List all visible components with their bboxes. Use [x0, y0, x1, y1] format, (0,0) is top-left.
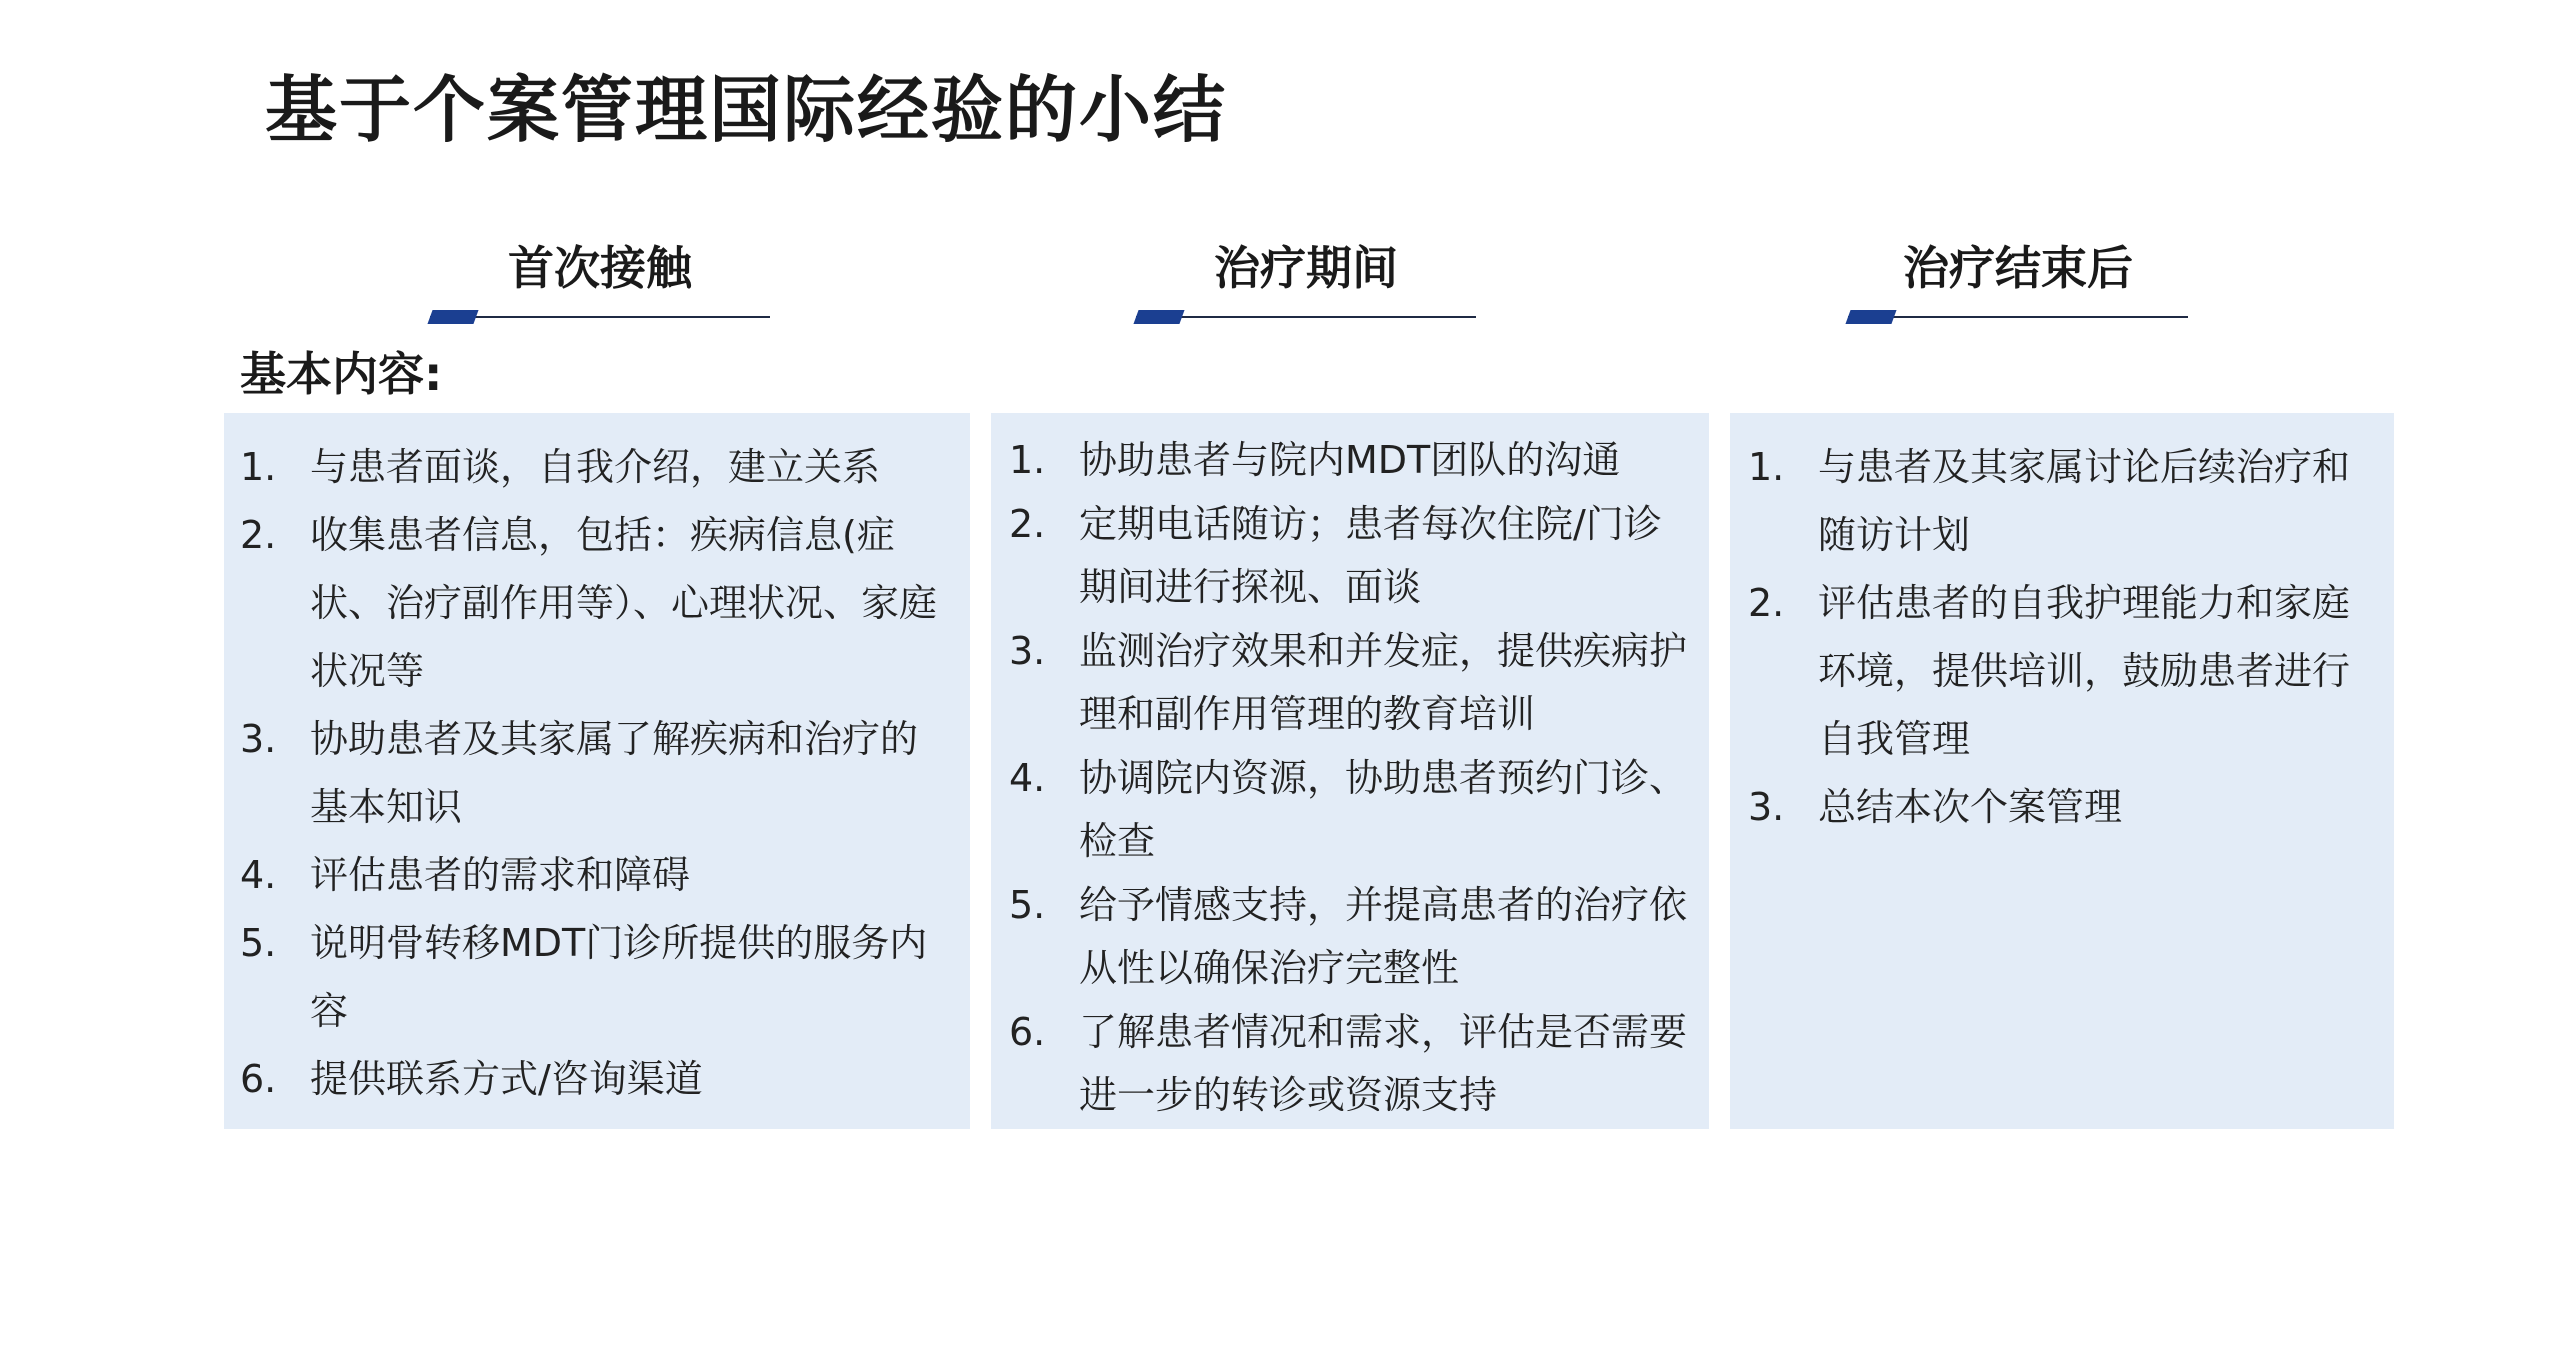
heading-accent-bar — [1133, 310, 1184, 324]
list-item — [240, 909, 950, 1045]
heading-underline — [430, 316, 770, 318]
list-item — [1009, 747, 1689, 874]
list-item-text: 监测治疗效果和并发症，提供疾病护理和副作用管理的教育培训 — [1079, 628, 1688, 736]
list-item — [1748, 433, 2374, 569]
first-contact-list — [240, 433, 950, 1113]
list-item-number: 1. — [1748, 445, 1785, 489]
list-item — [1009, 493, 1689, 620]
column-heading-during-treatment — [1136, 228, 1476, 328]
list-item — [1009, 429, 1689, 493]
list-item-number: 3. — [1009, 628, 1046, 673]
list-item-number: 2. — [240, 513, 277, 557]
page-title: 基于个案管理国际经验的小结 — [265, 68, 1228, 152]
list-item — [240, 705, 950, 841]
list-item-number: 4. — [240, 853, 277, 897]
list-item-text: 总结本次个案管理 — [1818, 785, 2123, 829]
list-item — [240, 1045, 950, 1113]
list-item-text: 与患者及其家属讨论后续治疗和随访计划 — [1818, 445, 2351, 557]
list-item-text: 说明骨转移MDT门诊所提供的服务内容 — [310, 921, 928, 1033]
basic-content-label: 基本内容: — [240, 347, 443, 401]
list-item — [1009, 1001, 1689, 1128]
list-item-number: 2. — [1009, 501, 1046, 546]
during-treatment-list — [1009, 429, 1689, 1128]
list-item-text: 定期电话随访；患者每次住院/门诊期间进行探视、面谈 — [1079, 501, 1662, 609]
column-heading-label: 首次接触 — [508, 241, 692, 295]
list-item-text: 协助患者及其家属了解疾病和治疗的基本知识 — [310, 717, 919, 829]
list-item-text: 协调院内资源，协助患者预约门诊、检查 — [1079, 755, 1688, 863]
list-item-number: 3. — [240, 717, 277, 761]
list-item-text: 评估患者的需求和障碍 — [310, 853, 691, 897]
panel-during-treatment — [991, 413, 1709, 1129]
list-item-number: 6. — [1009, 1009, 1046, 1054]
list-item-number: 2. — [1748, 581, 1785, 625]
column-heading-first-contact — [430, 228, 770, 328]
list-item-text: 评估患者的自我护理能力和家庭环境，提供培训，鼓励患者进行自我管理 — [1818, 581, 2351, 761]
panel-after-treatment — [1730, 413, 2394, 1129]
heading-accent-bar — [427, 310, 478, 324]
heading-accent-bar — [1845, 310, 1896, 324]
list-item — [240, 841, 950, 909]
list-item-number: 5. — [1009, 882, 1046, 927]
list-item-text: 提供联系方式/咨询渠道 — [310, 1057, 703, 1101]
heading-underline — [1848, 316, 2188, 318]
list-item — [1748, 773, 2374, 841]
list-item — [240, 433, 950, 501]
list-item-number: 4. — [1009, 755, 1046, 800]
after-treatment-list — [1748, 433, 2374, 841]
list-item-number: 1. — [240, 445, 277, 489]
list-item-number: 1. — [1009, 438, 1046, 482]
list-item — [1748, 569, 2374, 773]
list-item-text: 收集患者信息，包括：疾病信息(症状、治疗副作用等）、心理状况、家庭状况等 — [310, 513, 938, 693]
list-item-text: 给予情感支持，并提高患者的治疗依从性以确保治疗完整性 — [1079, 882, 1688, 990]
heading-underline — [1136, 316, 1476, 318]
list-item-number: 6. — [240, 1057, 277, 1101]
column-heading-after-treatment — [1848, 228, 2188, 328]
list-item-text: 协助患者与院内MDT团队的沟通 — [1079, 438, 1621, 482]
list-item-number: 3. — [1748, 785, 1785, 829]
list-item-text: 了解患者情况和需求，评估是否需要进一步的转诊或资源支持 — [1079, 1009, 1688, 1117]
list-item — [1009, 874, 1689, 1001]
list-item — [1009, 620, 1689, 747]
panel-first-contact — [224, 413, 970, 1129]
column-heading-label: 治疗结束后 — [1903, 241, 2133, 295]
list-item — [240, 501, 950, 705]
column-heading-label: 治疗期间 — [1214, 241, 1398, 295]
list-item-text: 与患者面谈，自我介绍，建立关系 — [310, 445, 881, 489]
list-item-number: 5. — [240, 921, 277, 965]
